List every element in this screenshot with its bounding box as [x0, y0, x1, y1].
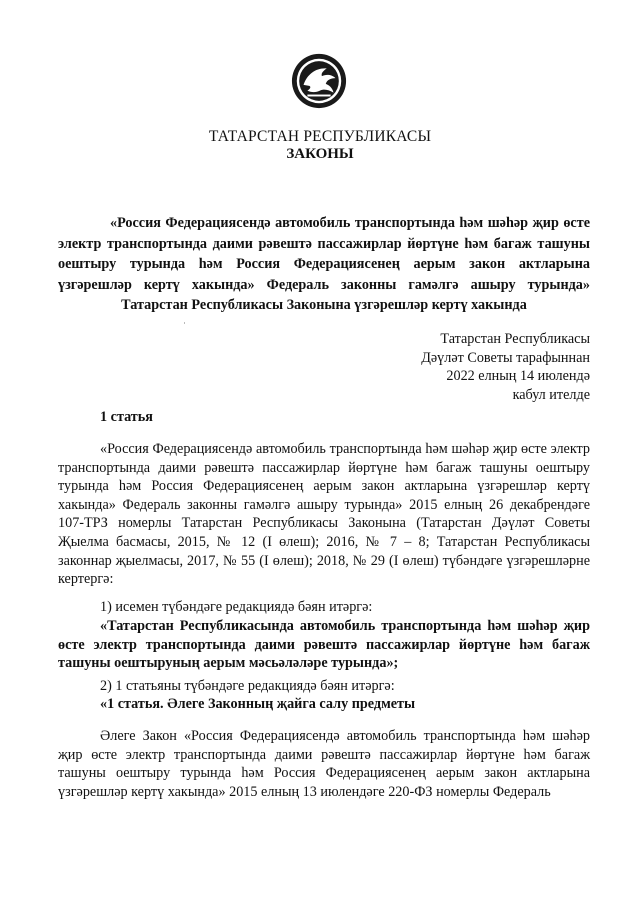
adoption-line-1: Татарстан Республикасы: [440, 331, 590, 347]
item-1-text: «Татарстан Республикасында автомобиль транспортында һәм шәһәр җир өсте электр транспортында даими рәвештә пассажирлар йөртүне һәм багаж ташуны оештыруның аерым мәсьәләләре турында»;: [58, 618, 590, 672]
article-heading: 1 статья: [100, 409, 153, 425]
article-paragraph-last: Әлеге Закон «Россия Федерациясендә автомобиль транспортында һәм шәһәр җир өсте электр транспортында даими рәвештә пассажирлар йөртүне һәм багаж ташуны оештыру турында һәм Россия Федерациясенең аерым закон актларына үзгәрешләр кертү хакында» 2015 елның 13 июлендәге 220-ФЗ номерлы Федераль: [58, 728, 590, 800]
adoption-line-4: кабул ителде: [512, 386, 590, 403]
document-title: «Россия Федерациясендә автомобиль транспортында һәм шәһәр җир өсте электр транспортында даими рәвештә пассажирлар йөртүне һәм багаж ташуны оештыру турында һәм Россия Федерациясенең аерым закон актларына үзгәрешләр кертү хакында» Федераль законны гамәлгә ашыру турында» Татарстан Республикасы Законына үзгәрешләр кертү хакында: [58, 215, 590, 313]
document-type: ЗАКОНЫ: [286, 146, 354, 162]
item-2-intro: 2) 1 статьяны түбәндәге редакциядә бәян итәргә:: [100, 678, 395, 694]
adoption-line-2: Дәүләт Советы тарафыннан: [421, 349, 590, 366]
article-paragraph-1: «Россия Федерациясендә автомобиль транспортында һәм шәһәр җир өсте электр транспортында даими рәвештә пассажирлар йөртүне һәм багаж ташуны оештыру турында һәм Россия Федерациясенең аерым закон актларына үзгәрешләр кертү хакында» Федераль законны гамәлгә ашыру турында» 2015 елның 26 декабрендәге 107-ТРЗ номерлы Татарстан Республикасы Законына (Татарстан Дәүләт Советы Җыелма басмасы, 2015, № 12 (I өлеш); 2016, № 7 – 8; Татарстан Республикасы законнар җыелмасы, 2017, № 55 (I өлеш); 2018, № 29 (I өлеш) түбәндәге үзгәрешләрне кертергә:: [58, 441, 590, 588]
item-1-intro: 1) исемен түбәндәге редакциядә бәян итәргә:: [100, 599, 373, 615]
tatarstan-emblem-icon: [290, 52, 348, 110]
scan-speck: [184, 322, 185, 324]
adoption-line-3: 2022 елның 14 июлендә: [446, 368, 590, 384]
state-name: ТАТАРСТАН РЕСПУБЛИКАСЫ: [208, 128, 432, 145]
adoption-block: [330, 330, 590, 404]
item-2-heading: «1 статья. Әлеге Законның җайга салу предметы: [100, 696, 416, 712]
